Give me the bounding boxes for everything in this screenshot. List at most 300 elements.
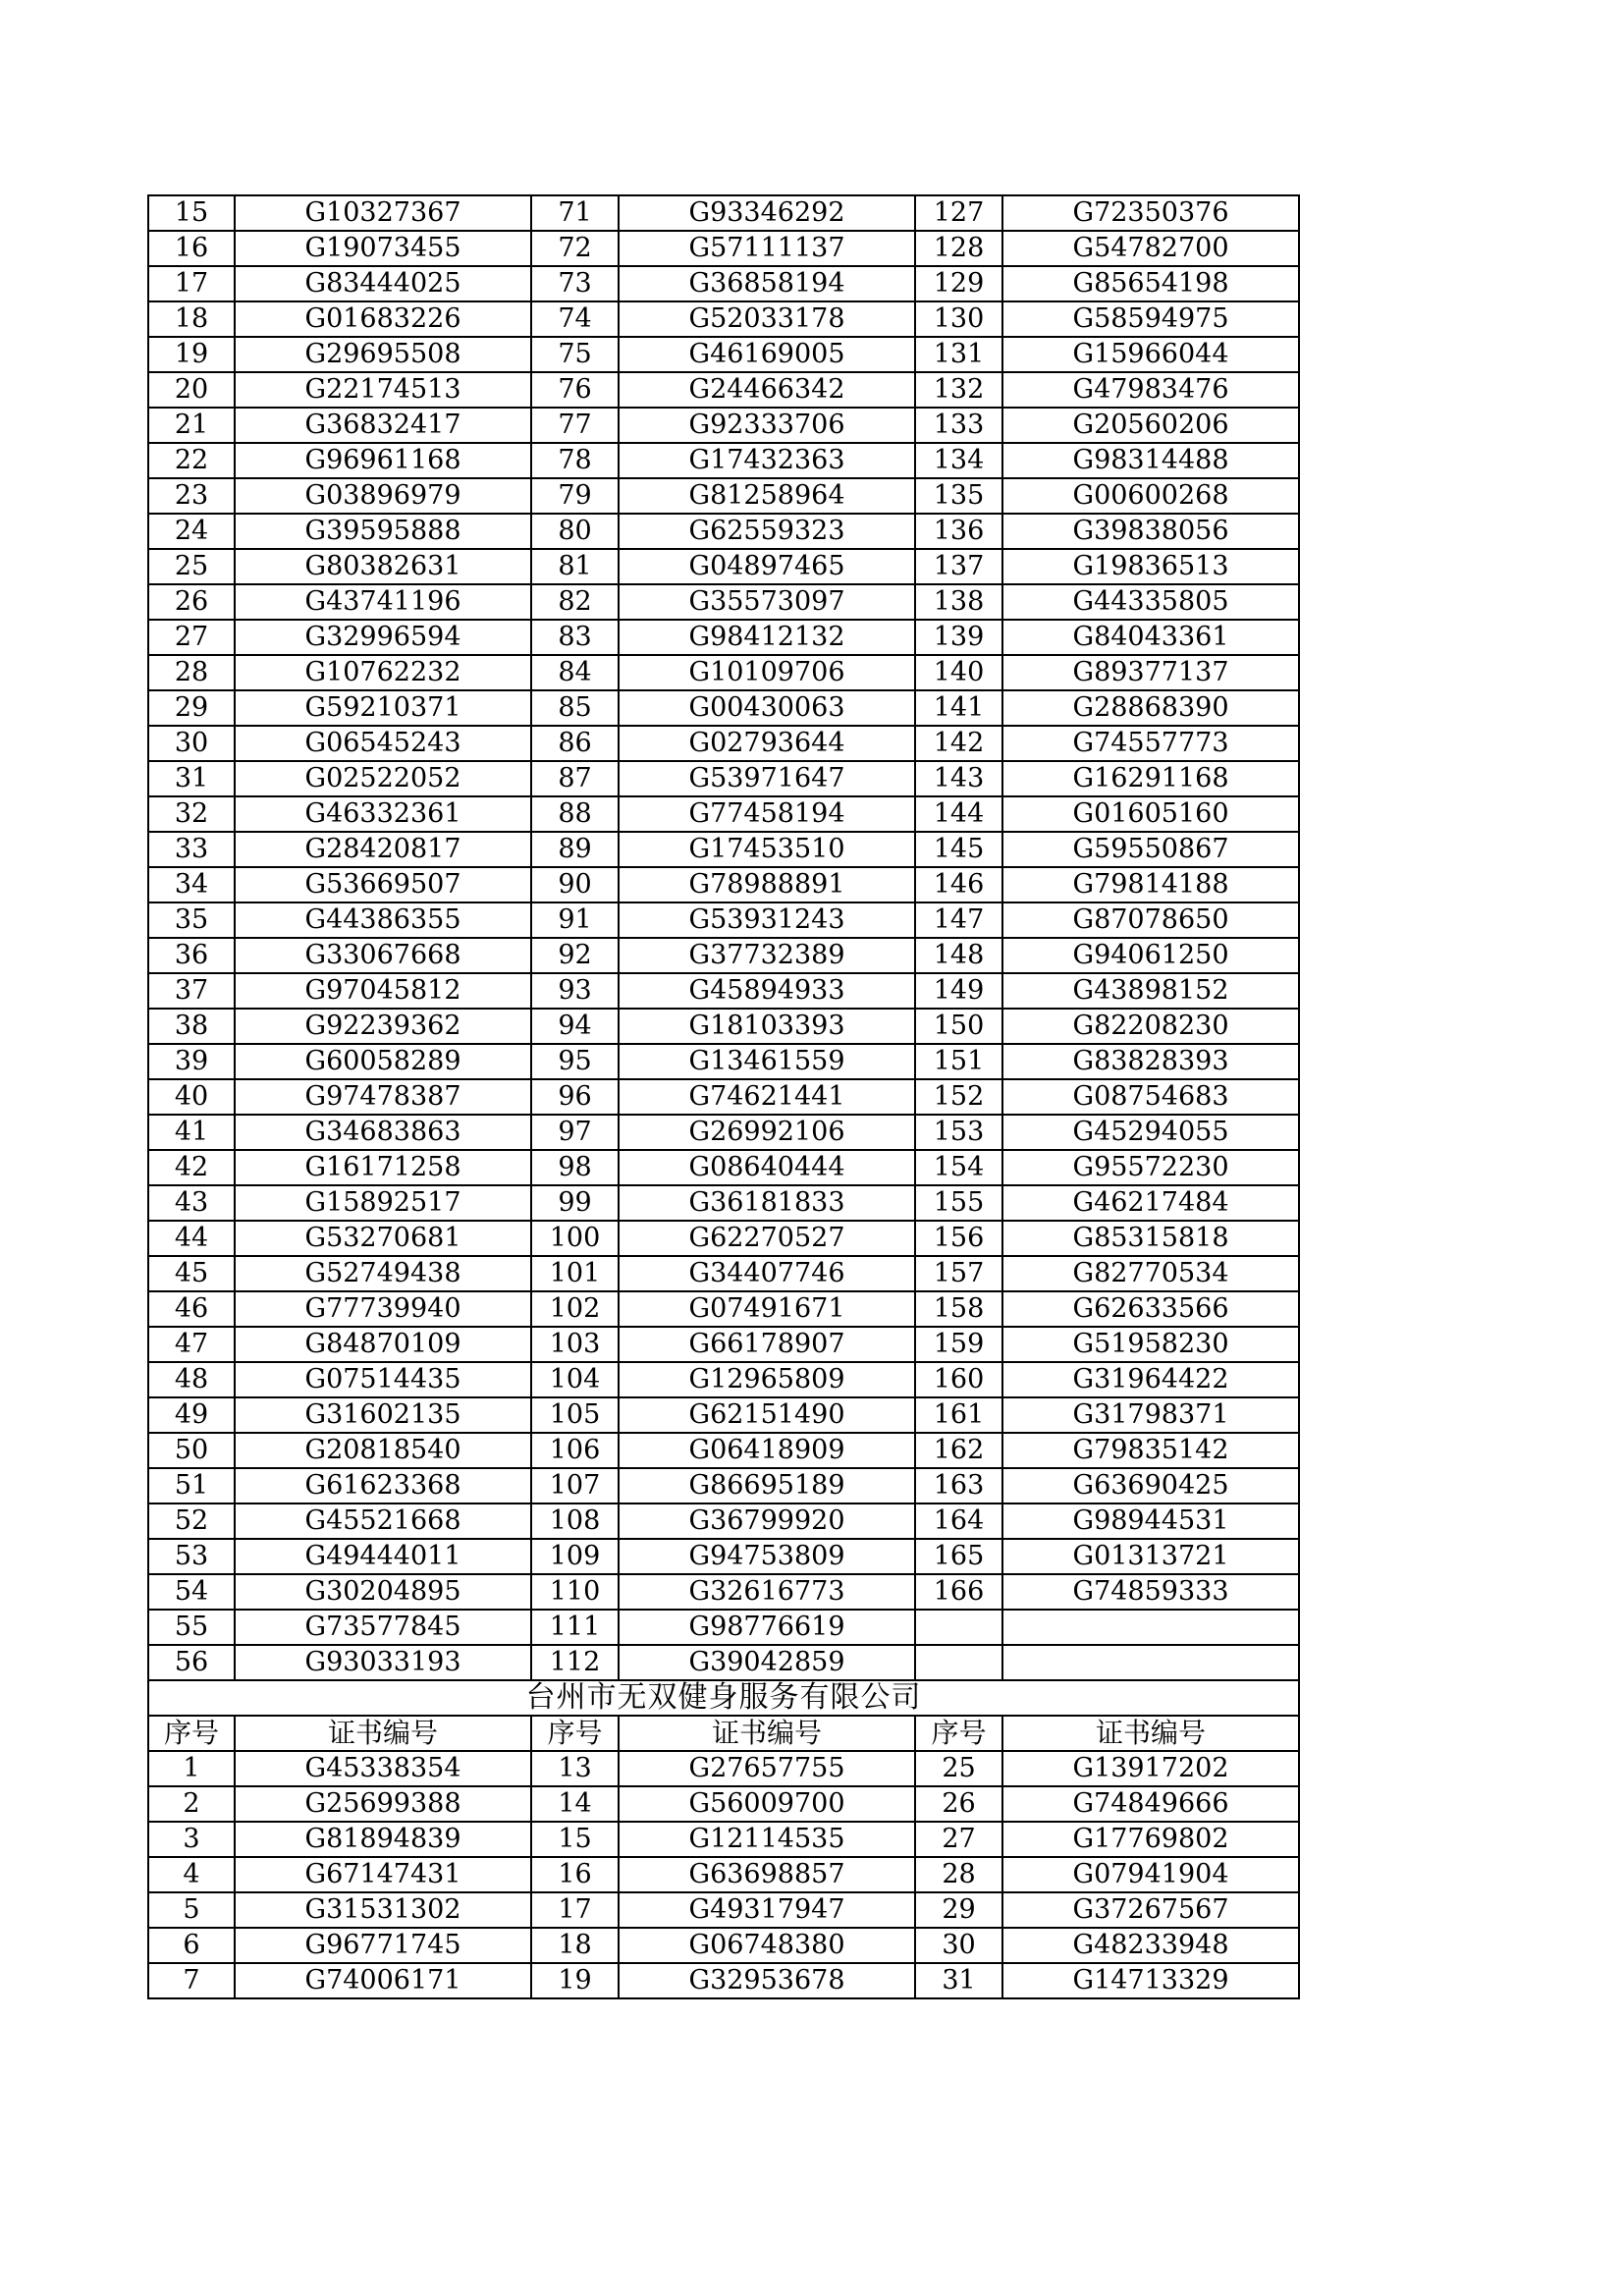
cert-no-cell: G59210371 bbox=[235, 690, 531, 726]
seq-cell: 44 bbox=[148, 1221, 235, 1256]
seq-cell: 98 bbox=[531, 1150, 619, 1185]
cert-no-cell: G12965809 bbox=[619, 1362, 915, 1397]
seq-cell: 95 bbox=[531, 1044, 619, 1079]
cert-no-cell: G14713329 bbox=[1002, 1963, 1299, 1998]
seq-cell: 29 bbox=[148, 690, 235, 726]
cert-no-cell: G57111137 bbox=[619, 231, 915, 266]
cert-no-cell: G04897465 bbox=[619, 549, 915, 584]
cert-no-cell: G48233948 bbox=[1002, 1928, 1299, 1963]
seq-cell: 18 bbox=[531, 1928, 619, 1963]
cert-no-cell: G08754683 bbox=[1002, 1079, 1299, 1115]
cert-no-cell: G94061250 bbox=[1002, 938, 1299, 973]
cert-no-cell: G17769802 bbox=[1002, 1822, 1299, 1857]
seq-cell: 71 bbox=[531, 195, 619, 231]
seq-cell: 145 bbox=[915, 832, 1002, 867]
cert-no-cell: G24466342 bbox=[619, 372, 915, 408]
cert-no-cell: G07491671 bbox=[619, 1291, 915, 1327]
seq-cell: 100 bbox=[531, 1221, 619, 1256]
cert-no-cell: G47983476 bbox=[1002, 372, 1299, 408]
cert-no-cell: G98944531 bbox=[1002, 1503, 1299, 1539]
cert-no-cell: G87078650 bbox=[1002, 902, 1299, 938]
seq-cell: 94 bbox=[531, 1009, 619, 1044]
cert-no-cell: G27657755 bbox=[619, 1751, 915, 1786]
seq-cell: 22 bbox=[148, 443, 235, 478]
table-row bbox=[148, 1291, 1299, 1327]
cert-no-cell: G81258964 bbox=[619, 478, 915, 514]
seq-cell: 42 bbox=[148, 1150, 235, 1185]
cert-no-cell: G10762232 bbox=[235, 655, 531, 690]
cert-no-cell: G63690425 bbox=[1002, 1468, 1299, 1503]
cert-no-cell: G45894933 bbox=[619, 973, 915, 1009]
cert-no-cell: G72350376 bbox=[1002, 195, 1299, 231]
seq-cell: 78 bbox=[531, 443, 619, 478]
cert-no-cell: G74557773 bbox=[1002, 726, 1299, 761]
seq-cell: 54 bbox=[148, 1574, 235, 1610]
cert-no-cell: G26992106 bbox=[619, 1115, 915, 1150]
cert-no-cell: G54782700 bbox=[1002, 231, 1299, 266]
seq-cell bbox=[915, 1645, 1002, 1680]
cert-no-cell: G28420817 bbox=[235, 832, 531, 867]
seq-cell: 131 bbox=[915, 337, 1002, 372]
seq-cell: 133 bbox=[915, 408, 1002, 443]
seq-cell: 130 bbox=[915, 301, 1002, 337]
seq-cell: 91 bbox=[531, 902, 619, 938]
cert-no-cell: G51958230 bbox=[1002, 1327, 1299, 1362]
table-row bbox=[148, 478, 1299, 514]
header-cert-no: 证书编号 bbox=[235, 1716, 531, 1751]
cert-no-cell: G13917202 bbox=[1002, 1751, 1299, 1786]
seq-cell: 3 bbox=[148, 1822, 235, 1857]
cert-no-cell: G59550867 bbox=[1002, 832, 1299, 867]
cert-no-cell: G95572230 bbox=[1002, 1150, 1299, 1185]
cert-no-cell: G45338354 bbox=[235, 1751, 531, 1786]
seq-cell: 101 bbox=[531, 1256, 619, 1291]
seq-cell: 154 bbox=[915, 1150, 1002, 1185]
cert-no-cell: G84870109 bbox=[235, 1327, 531, 1362]
seq-cell: 50 bbox=[148, 1433, 235, 1468]
seq-cell: 25 bbox=[915, 1751, 1002, 1786]
seq-cell: 87 bbox=[531, 761, 619, 796]
cert-no-cell: G49444011 bbox=[235, 1539, 531, 1574]
cert-no-cell: G02522052 bbox=[235, 761, 531, 796]
company-section bbox=[148, 1680, 1299, 1751]
seq-cell: 45 bbox=[148, 1256, 235, 1291]
seq-cell: 127 bbox=[915, 195, 1002, 231]
seq-cell: 46 bbox=[148, 1291, 235, 1327]
cert-no-cell: G85654198 bbox=[1002, 266, 1299, 301]
seq-cell: 104 bbox=[531, 1362, 619, 1397]
cert-no-cell: G96771745 bbox=[235, 1928, 531, 1963]
cert-no-cell: G30204895 bbox=[235, 1574, 531, 1610]
table-row bbox=[148, 867, 1299, 902]
table-row bbox=[148, 1751, 1299, 1786]
seq-cell: 4 bbox=[148, 1857, 235, 1892]
cert-no-cell: G19073455 bbox=[235, 231, 531, 266]
cert-no-cell: G34683863 bbox=[235, 1115, 531, 1150]
table-row bbox=[148, 655, 1299, 690]
seq-cell: 150 bbox=[915, 1009, 1002, 1044]
cert-no-cell: G28868390 bbox=[1002, 690, 1299, 726]
seq-cell: 97 bbox=[531, 1115, 619, 1150]
seq-cell: 33 bbox=[148, 832, 235, 867]
seq-cell: 79 bbox=[531, 478, 619, 514]
cert-no-cell: G29695508 bbox=[235, 337, 531, 372]
cert-no-cell: G44386355 bbox=[235, 902, 531, 938]
seq-cell: 13 bbox=[531, 1751, 619, 1786]
seq-cell: 25 bbox=[148, 549, 235, 584]
seq-cell: 75 bbox=[531, 337, 619, 372]
seq-cell: 112 bbox=[531, 1645, 619, 1680]
cert-no-cell: G56009700 bbox=[619, 1786, 915, 1822]
seq-cell: 43 bbox=[148, 1185, 235, 1221]
seq-cell: 81 bbox=[531, 549, 619, 584]
cert-no-cell: G74849666 bbox=[1002, 1786, 1299, 1822]
seq-cell: 160 bbox=[915, 1362, 1002, 1397]
cert-no-cell: G08640444 bbox=[619, 1150, 915, 1185]
cert-no-cell: G39595888 bbox=[235, 514, 531, 549]
header-cert-no: 证书编号 bbox=[1002, 1716, 1299, 1751]
cert-no-cell: G43741196 bbox=[235, 584, 531, 620]
seq-cell: 84 bbox=[531, 655, 619, 690]
seq-cell: 26 bbox=[148, 584, 235, 620]
table-row bbox=[148, 584, 1299, 620]
cert-no-cell: G10109706 bbox=[619, 655, 915, 690]
cert-no-cell: G39042859 bbox=[619, 1645, 915, 1680]
cert-no-cell: G06748380 bbox=[619, 1928, 915, 1963]
seq-cell: 152 bbox=[915, 1079, 1002, 1115]
cert-no-cell: G84043361 bbox=[1002, 620, 1299, 655]
seq-cell: 109 bbox=[531, 1539, 619, 1574]
seq-cell: 89 bbox=[531, 832, 619, 867]
cert-no-cell: G31602135 bbox=[235, 1397, 531, 1433]
seq-cell: 28 bbox=[148, 655, 235, 690]
seq-cell: 1 bbox=[148, 1751, 235, 1786]
cert-no-cell: G16291168 bbox=[1002, 761, 1299, 796]
cert-no-cell: G13461559 bbox=[619, 1044, 915, 1079]
seq-cell: 36 bbox=[148, 938, 235, 973]
table-row bbox=[148, 1574, 1299, 1610]
cert-no-cell: G17432363 bbox=[619, 443, 915, 478]
cert-no-cell: G53669507 bbox=[235, 867, 531, 902]
seq-cell: 137 bbox=[915, 549, 1002, 584]
table-row bbox=[148, 1822, 1299, 1857]
seq-cell: 82 bbox=[531, 584, 619, 620]
table-row bbox=[148, 1044, 1299, 1079]
seq-cell: 92 bbox=[531, 938, 619, 973]
cert-no-cell: G36832417 bbox=[235, 408, 531, 443]
seq-cell: 111 bbox=[531, 1610, 619, 1645]
seq-cell: 18 bbox=[148, 301, 235, 337]
cert-no-cell: G39838056 bbox=[1002, 514, 1299, 549]
cert-no-cell: G46217484 bbox=[1002, 1185, 1299, 1221]
table-row bbox=[148, 1610, 1299, 1645]
table-row bbox=[148, 1468, 1299, 1503]
cert-no-cell: G46332361 bbox=[235, 796, 531, 832]
table-row bbox=[148, 690, 1299, 726]
table-row bbox=[148, 796, 1299, 832]
cert-no-cell: G53931243 bbox=[619, 902, 915, 938]
seq-cell: 159 bbox=[915, 1327, 1002, 1362]
cert-no-cell: G63698857 bbox=[619, 1857, 915, 1892]
cert-no-cell: G17453510 bbox=[619, 832, 915, 867]
cert-no-cell: G83444025 bbox=[235, 266, 531, 301]
cert-no-cell: G60058289 bbox=[235, 1044, 531, 1079]
cert-no-cell: G98314488 bbox=[1002, 443, 1299, 478]
seq-cell: 6 bbox=[148, 1928, 235, 1963]
table-row bbox=[148, 1645, 1299, 1680]
seq-cell: 31 bbox=[915, 1963, 1002, 1998]
seq-cell: 138 bbox=[915, 584, 1002, 620]
cert-no-cell: G67147431 bbox=[235, 1857, 531, 1892]
seq-cell: 35 bbox=[148, 902, 235, 938]
seq-cell: 77 bbox=[531, 408, 619, 443]
cert-no-cell: G62270527 bbox=[619, 1221, 915, 1256]
cert-no-cell: G66178907 bbox=[619, 1327, 915, 1362]
table-row bbox=[148, 1185, 1299, 1221]
seq-cell: 27 bbox=[148, 620, 235, 655]
seq-cell: 17 bbox=[531, 1892, 619, 1928]
cert-no-cell: G16171258 bbox=[235, 1150, 531, 1185]
table-row bbox=[148, 1150, 1299, 1185]
company-section-body bbox=[148, 1751, 1299, 1998]
cert-no-cell: G35573097 bbox=[619, 584, 915, 620]
seq-cell: 40 bbox=[148, 1079, 235, 1115]
seq-cell: 83 bbox=[531, 620, 619, 655]
seq-cell: 55 bbox=[148, 1610, 235, 1645]
seq-cell: 96 bbox=[531, 1079, 619, 1115]
seq-cell: 74 bbox=[531, 301, 619, 337]
cert-no-cell: G80382631 bbox=[235, 549, 531, 584]
table-row bbox=[148, 1362, 1299, 1397]
table-row bbox=[148, 372, 1299, 408]
seq-cell: 14 bbox=[531, 1786, 619, 1822]
cert-no-cell: G32616773 bbox=[619, 1574, 915, 1610]
cert-no-cell bbox=[1002, 1645, 1299, 1680]
cert-no-cell: G37267567 bbox=[1002, 1892, 1299, 1928]
cert-no-cell: G61623368 bbox=[235, 1468, 531, 1503]
cert-no-cell: G37732389 bbox=[619, 938, 915, 973]
header-seq: 序号 bbox=[915, 1716, 1002, 1751]
seq-cell: 7 bbox=[148, 1963, 235, 1998]
seq-cell: 52 bbox=[148, 1503, 235, 1539]
seq-cell: 155 bbox=[915, 1185, 1002, 1221]
cert-no-cell: G73577845 bbox=[235, 1610, 531, 1645]
seq-cell: 166 bbox=[915, 1574, 1002, 1610]
cert-no-cell: G31964422 bbox=[1002, 1362, 1299, 1397]
cert-no-cell: G83828393 bbox=[1002, 1044, 1299, 1079]
seq-cell: 148 bbox=[915, 938, 1002, 973]
cert-no-cell: G31531302 bbox=[235, 1892, 531, 1928]
cert-no-cell: G79835142 bbox=[1002, 1433, 1299, 1468]
cert-no-cell: G46169005 bbox=[619, 337, 915, 372]
seq-cell: 26 bbox=[915, 1786, 1002, 1822]
seq-cell: 15 bbox=[531, 1822, 619, 1857]
cert-no-cell: G85315818 bbox=[1002, 1221, 1299, 1256]
cert-no-cell: G44335805 bbox=[1002, 584, 1299, 620]
seq-cell: 15 bbox=[148, 195, 235, 231]
table-row bbox=[148, 1115, 1299, 1150]
seq-cell: 17 bbox=[148, 266, 235, 301]
cert-no-cell: G01683226 bbox=[235, 301, 531, 337]
seq-cell: 128 bbox=[915, 231, 1002, 266]
seq-cell: 27 bbox=[915, 1822, 1002, 1857]
cert-no-cell: G94753809 bbox=[619, 1539, 915, 1574]
seq-cell: 88 bbox=[531, 796, 619, 832]
top-section-body bbox=[148, 195, 1299, 1680]
seq-cell: 106 bbox=[531, 1433, 619, 1468]
table-row bbox=[148, 1539, 1299, 1574]
table-row bbox=[148, 1433, 1299, 1468]
cert-no-cell: G00600268 bbox=[1002, 478, 1299, 514]
table-row bbox=[148, 938, 1299, 973]
seq-cell: 163 bbox=[915, 1468, 1002, 1503]
seq-cell: 132 bbox=[915, 372, 1002, 408]
seq-cell: 157 bbox=[915, 1256, 1002, 1291]
cert-no-cell: G58594975 bbox=[1002, 301, 1299, 337]
table-row bbox=[148, 514, 1299, 549]
cert-no-cell: G96961168 bbox=[235, 443, 531, 478]
cert-no-cell: G98412132 bbox=[619, 620, 915, 655]
table-row bbox=[148, 1503, 1299, 1539]
seq-cell: 142 bbox=[915, 726, 1002, 761]
seq-cell: 37 bbox=[148, 973, 235, 1009]
table-row bbox=[148, 1327, 1299, 1362]
seq-cell: 48 bbox=[148, 1362, 235, 1397]
seq-cell: 149 bbox=[915, 973, 1002, 1009]
seq-cell: 134 bbox=[915, 443, 1002, 478]
seq-cell: 56 bbox=[148, 1645, 235, 1680]
seq-cell: 147 bbox=[915, 902, 1002, 938]
table-row bbox=[148, 1928, 1299, 1963]
cert-no-cell: G79814188 bbox=[1002, 867, 1299, 902]
cert-no-cell: G62559323 bbox=[619, 514, 915, 549]
cert-no-cell: G62151490 bbox=[619, 1397, 915, 1433]
cert-no-cell: G25699388 bbox=[235, 1786, 531, 1822]
cert-no-cell: G20818540 bbox=[235, 1433, 531, 1468]
seq-cell: 47 bbox=[148, 1327, 235, 1362]
table-row bbox=[148, 443, 1299, 478]
seq-cell: 5 bbox=[148, 1892, 235, 1928]
table-row bbox=[148, 726, 1299, 761]
column-header-row bbox=[148, 1716, 1299, 1751]
seq-cell: 16 bbox=[148, 231, 235, 266]
seq-cell: 162 bbox=[915, 1433, 1002, 1468]
cert-no-cell: G45521668 bbox=[235, 1503, 531, 1539]
cert-no-cell: G19836513 bbox=[1002, 549, 1299, 584]
cert-no-cell: G92239362 bbox=[235, 1009, 531, 1044]
seq-cell: 49 bbox=[148, 1397, 235, 1433]
seq-cell: 144 bbox=[915, 796, 1002, 832]
seq-cell: 107 bbox=[531, 1468, 619, 1503]
seq-cell: 156 bbox=[915, 1221, 1002, 1256]
cert-no-cell: G18103393 bbox=[619, 1009, 915, 1044]
cert-no-cell: G74006171 bbox=[235, 1963, 531, 1998]
table-row bbox=[148, 301, 1299, 337]
table-row bbox=[148, 1079, 1299, 1115]
cert-no-cell: G77458194 bbox=[619, 796, 915, 832]
cert-no-cell: G97045812 bbox=[235, 973, 531, 1009]
cert-no-cell: G02793644 bbox=[619, 726, 915, 761]
seq-cell: 41 bbox=[148, 1115, 235, 1150]
seq-cell: 20 bbox=[148, 372, 235, 408]
seq-cell: 165 bbox=[915, 1539, 1002, 1574]
seq-cell: 28 bbox=[915, 1857, 1002, 1892]
cert-no-cell: G77739940 bbox=[235, 1291, 531, 1327]
cert-no-cell: G86695189 bbox=[619, 1468, 915, 1503]
seq-cell: 16 bbox=[531, 1857, 619, 1892]
seq-cell: 32 bbox=[148, 796, 235, 832]
seq-cell: 103 bbox=[531, 1327, 619, 1362]
table-row bbox=[148, 231, 1299, 266]
seq-cell: 99 bbox=[531, 1185, 619, 1221]
table-row bbox=[148, 549, 1299, 584]
cert-no-cell: G34407746 bbox=[619, 1256, 915, 1291]
cert-no-cell: G53270681 bbox=[235, 1221, 531, 1256]
seq-cell: 139 bbox=[915, 620, 1002, 655]
seq-cell: 136 bbox=[915, 514, 1002, 549]
cert-no-cell: G32953678 bbox=[619, 1963, 915, 1998]
cert-no-cell: G10327367 bbox=[235, 195, 531, 231]
cert-no-cell: G07514435 bbox=[235, 1362, 531, 1397]
seq-cell: 141 bbox=[915, 690, 1002, 726]
cert-no-cell: G49317947 bbox=[619, 1892, 915, 1928]
cert-no-cell: G15966044 bbox=[1002, 337, 1299, 372]
cert-no-cell: G06418909 bbox=[619, 1433, 915, 1468]
table-row bbox=[148, 1256, 1299, 1291]
table-row bbox=[148, 620, 1299, 655]
seq-cell: 110 bbox=[531, 1574, 619, 1610]
seq-cell: 85 bbox=[531, 690, 619, 726]
seq-cell: 24 bbox=[148, 514, 235, 549]
cert-no-cell: G93033193 bbox=[235, 1645, 531, 1680]
table-row bbox=[148, 1009, 1299, 1044]
cert-no-cell: G01605160 bbox=[1002, 796, 1299, 832]
seq-cell: 2 bbox=[148, 1786, 235, 1822]
seq-cell: 158 bbox=[915, 1291, 1002, 1327]
cert-no-cell: G32996594 bbox=[235, 620, 531, 655]
cert-no-cell: G62633566 bbox=[1002, 1291, 1299, 1327]
cert-no-cell: G52033178 bbox=[619, 301, 915, 337]
cert-no-cell: G22174513 bbox=[235, 372, 531, 408]
seq-cell: 30 bbox=[148, 726, 235, 761]
header-seq: 序号 bbox=[531, 1716, 619, 1751]
seq-cell bbox=[915, 1610, 1002, 1645]
table-row bbox=[148, 1221, 1299, 1256]
cert-no-cell: G03896979 bbox=[235, 478, 531, 514]
cert-no-cell: G20560206 bbox=[1002, 408, 1299, 443]
seq-cell: 72 bbox=[531, 231, 619, 266]
table-row bbox=[148, 973, 1299, 1009]
cert-no-cell: G15892517 bbox=[235, 1185, 531, 1221]
cert-no-cell: G31798371 bbox=[1002, 1397, 1299, 1433]
seq-cell: 164 bbox=[915, 1503, 1002, 1539]
certificate-table bbox=[147, 194, 1300, 1999]
cert-no-cell: G53971647 bbox=[619, 761, 915, 796]
cert-no-cell: G78988891 bbox=[619, 867, 915, 902]
seq-cell: 135 bbox=[915, 478, 1002, 514]
table-row bbox=[148, 408, 1299, 443]
seq-cell: 38 bbox=[148, 1009, 235, 1044]
cert-no-cell: G89377137 bbox=[1002, 655, 1299, 690]
table-row bbox=[148, 1786, 1299, 1822]
table-row bbox=[148, 266, 1299, 301]
cert-no-cell: G81894839 bbox=[235, 1822, 531, 1857]
seq-cell: 90 bbox=[531, 867, 619, 902]
table-row bbox=[148, 832, 1299, 867]
cert-no-cell: G01313721 bbox=[1002, 1539, 1299, 1574]
seq-cell: 21 bbox=[148, 408, 235, 443]
cert-no-cell: G52749438 bbox=[235, 1256, 531, 1291]
